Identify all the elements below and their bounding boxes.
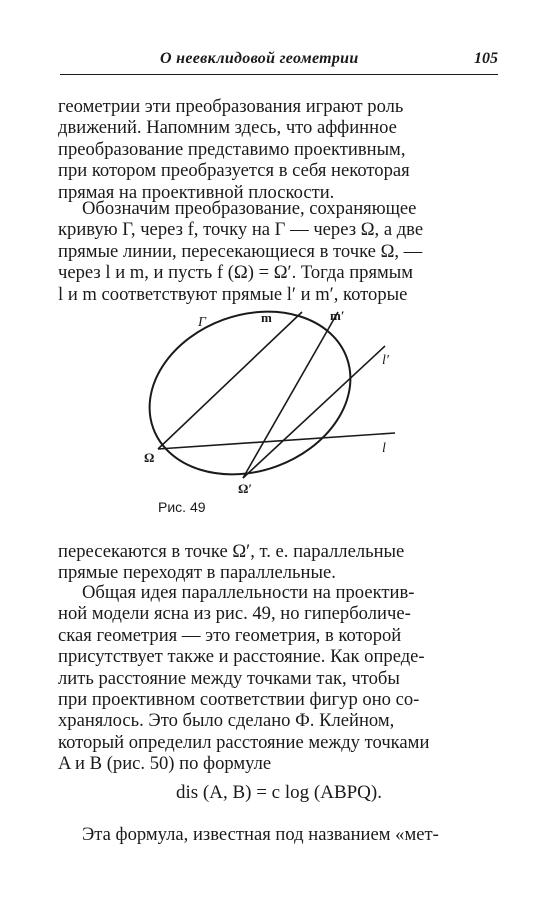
text-line: присутствует также и расстояние. Как опреде-: [58, 646, 425, 668]
text-line: прямые переходят в параллельные.: [58, 562, 336, 584]
text-line: при проективном соответствии фигур оно со-: [58, 689, 420, 711]
text-line: Общая идея параллельности на проектив-: [82, 582, 415, 603]
label-m-prime: m′: [330, 308, 345, 323]
figure-diagram: [130, 298, 430, 528]
distance-formula: dis (A, B) = c log (ABPQ).: [176, 782, 382, 803]
figure-49: [130, 298, 430, 528]
paragraph-1: [58, 96, 500, 203]
text-line: прямая на проективной плоскости.: [58, 181, 335, 203]
text-line: Эта формула, известная под названием «мет-: [82, 824, 439, 845]
text-line: пересекаются в точке Ω′, т. е. параллельные: [58, 541, 405, 562]
text-line: лить расстояние между точками так, чтобы: [58, 667, 400, 689]
text-line: l и m соответствуют прямые l′ и m′, которые: [58, 283, 408, 305]
line-m: [158, 312, 302, 449]
text-line: ной модели ясна из рис. 49, но гиперболиче-: [58, 603, 411, 625]
label-l-prime: l′: [382, 353, 389, 368]
text-line: ская геометрия — это геометрия, в которой: [58, 624, 402, 646]
text-line: кривую Г, через f, точку на Г — через Ω, а две: [58, 219, 424, 241]
line-m-prime: [243, 312, 338, 478]
text-line: хранялось. Это было сделано Ф. Клейном,: [58, 710, 395, 732]
text-line: Обозначим преобразование, сохраняющее: [82, 198, 417, 219]
running-head: [60, 50, 498, 75]
paragraph-4: [58, 582, 500, 775]
label-omega: Ω: [144, 450, 155, 465]
label-m: m: [261, 310, 272, 325]
label-omega-prime: Ω′: [238, 481, 253, 496]
text-line: прямые линии, пересекающиеся в точке Ω, —: [58, 240, 423, 262]
text-line: A и B (рис. 50) по формуле: [58, 753, 272, 775]
text-line: который определил расстояние между точками: [58, 731, 430, 753]
text-line: через l и m, и пусть f (Ω) = Ω′. Тогда прямым: [58, 262, 414, 284]
figure-caption: Рис. 49: [158, 499, 206, 515]
text-line: преобразование представимо проективным,: [58, 138, 406, 160]
text-line: движений. Напомним здесь, что аффинное: [58, 117, 397, 139]
line-l-prime: [243, 346, 385, 478]
paragraph-3: [58, 541, 500, 584]
label-gamma: Г: [198, 315, 206, 330]
page-number: 105: [474, 50, 498, 67]
running-head-title: О неевклидовой геометрии: [160, 50, 359, 67]
text-line: при котором преобразуется в себя некоторая: [58, 160, 410, 182]
text-line: геометрии эти преобразования играют роль: [58, 96, 404, 117]
label-l: l: [382, 441, 386, 456]
paragraph-5: [58, 824, 500, 845]
paragraph-2: [58, 198, 500, 305]
